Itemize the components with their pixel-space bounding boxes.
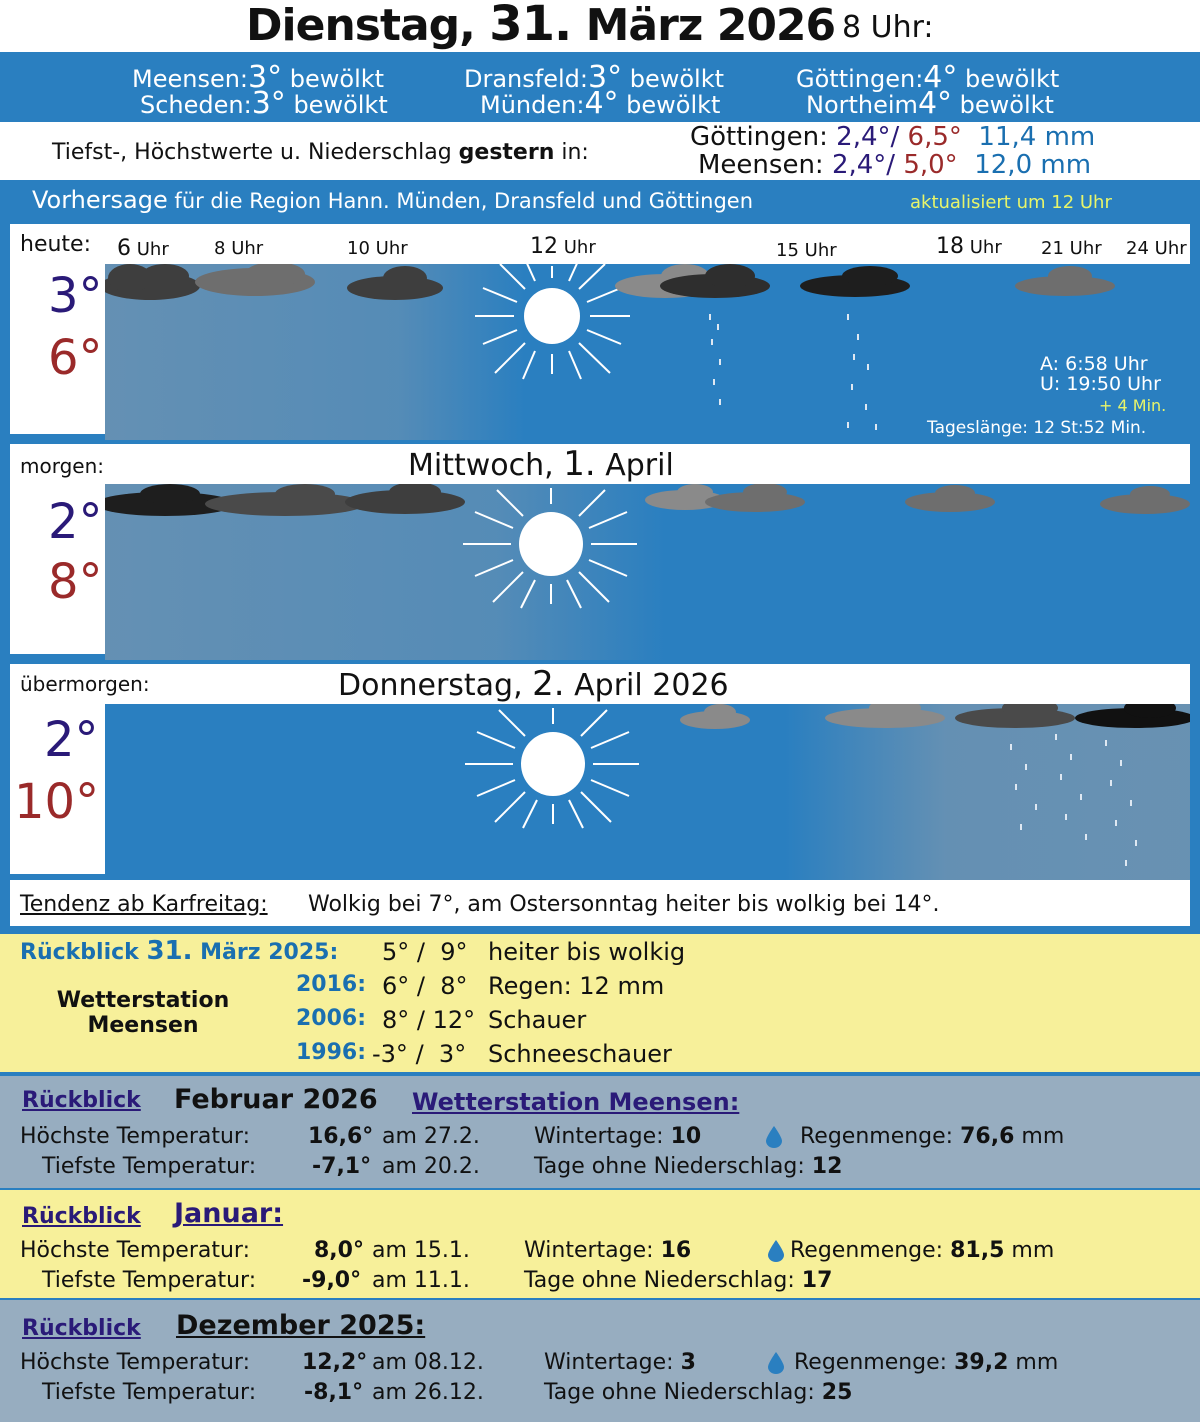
day-label-dayafter: übermorgen: <box>20 672 150 696</box>
history-section <box>0 934 1200 1072</box>
title-hour: 8 Uhr: <box>842 10 934 45</box>
history-year-2006: 2006: <box>296 1006 367 1031</box>
temp-box-today <box>10 264 105 434</box>
history-row-1996: -3° / 3° <box>372 1040 467 1068</box>
dry-days: Tage ohne Niederschlag: 12 <box>534 1154 843 1179</box>
station-name: Wetterstation Meensen <box>56 988 230 1038</box>
forecast-title: Vorhersage für die Region Hann. Münden, Dransfeld und Göttingen <box>32 186 754 214</box>
city-meensen: Meensen:3° bewölkt <box>132 60 385 95</box>
month-january <box>0 1190 1200 1298</box>
min-label: Tiefste Temperatur: <box>42 1268 257 1293</box>
tendency-text: Wolkig bei 7°, am Ostersonntag heiter bis wolkig bei 14°. <box>308 892 940 917</box>
cloud-icon <box>955 704 1075 728</box>
history-row-2016: 6° / 8° <box>382 972 468 1000</box>
city-muenden: Münden:4° bewölkt <box>480 86 721 121</box>
rain-amount: Regenmenge: 76,6 mm <box>800 1124 1065 1149</box>
max-date: am 15.1. <box>372 1238 470 1263</box>
water-drop-icon <box>768 1240 784 1262</box>
yesterday-row-goettingen: Göttingen: 2,4°/ 6,5° 11,4 mm <box>690 122 1096 152</box>
cloud-icon <box>205 484 365 516</box>
rain-amount: Regenmenge: 81,5 mm <box>790 1238 1055 1263</box>
rain-icon <box>709 314 877 430</box>
max-value: 8,0° <box>314 1238 364 1263</box>
day-strip-tomorrow <box>10 444 1190 484</box>
month-title-label: Rückblick <box>22 1088 141 1113</box>
min-value: -9,0° <box>302 1268 362 1293</box>
min-value: -8,1° <box>304 1380 364 1405</box>
temp-min-today: 3° <box>48 268 103 324</box>
history-row-2025: 5° / 9° <box>382 938 468 966</box>
dry-days: Tage ohne Niederschlag: 25 <box>544 1380 853 1405</box>
daylength: Tageslänge: 12 St:52 Min. <box>927 418 1147 438</box>
history-year-2016: 2016: <box>296 972 367 997</box>
title-month-year: März 2026 <box>585 0 836 51</box>
history-text-2006: Schauer <box>488 1006 587 1034</box>
history-text-2025: heiter bis wolkig <box>488 938 686 966</box>
month-title: Januar: <box>174 1198 284 1229</box>
sun-rise: A: 6:58 Uhr <box>1040 353 1148 375</box>
yesterday-label: Tiefst-, Höchstwerte u. Niederschlag gestern in: <box>52 140 589 165</box>
day-label-tomorrow: morgen: <box>20 454 105 478</box>
cloud-icon <box>705 484 805 512</box>
sun-icon <box>465 708 639 828</box>
history-title: Rückblick 31. März 2025: <box>20 936 339 966</box>
sun-delta: + 4 Min. <box>1099 396 1167 415</box>
day-label-today: heute: <box>20 232 91 257</box>
cloud-icon <box>680 704 750 729</box>
cloud-icon <box>1075 704 1190 728</box>
tendency-label: Tendenz ab Karfreitag: <box>20 892 268 917</box>
tendency-box <box>10 880 1190 926</box>
max-date: am 08.12. <box>372 1350 484 1375</box>
day-title-tomorrow: Mittwoch, 1. April <box>408 444 674 484</box>
cloud-icon <box>195 264 315 296</box>
hour-18: 18 Uhr <box>936 234 1002 259</box>
water-drop-icon <box>768 1352 784 1374</box>
winter-days: Wintertage: 3 <box>544 1350 696 1375</box>
min-date: am 11.1. <box>372 1268 470 1293</box>
max-label: Höchste Temperatur: <box>20 1124 250 1149</box>
title-weekday: Dienstag, <box>246 0 475 51</box>
max-label: Höchste Temperatur: <box>20 1238 250 1263</box>
hour-21: 21 Uhr <box>1041 238 1102 259</box>
history-year-1996: 1996: <box>296 1040 367 1065</box>
sun-set: U: 19:50 Uhr <box>1040 373 1161 395</box>
month-december <box>0 1300 1200 1422</box>
temp-max-tomorrow: 8° <box>48 554 103 610</box>
month-title-label: Rückblick <box>22 1204 141 1229</box>
sky-dayafter <box>105 704 1190 880</box>
title-bar <box>0 0 1200 52</box>
cloud-icon <box>1015 266 1115 296</box>
temp-min-tomorrow: 2° <box>48 494 103 550</box>
max-date: am 27.2. <box>382 1124 480 1149</box>
page-title <box>246 0 835 52</box>
hour-12: 12 Uhr <box>530 234 596 259</box>
title-day: 31. <box>489 0 572 52</box>
city-goettingen: Göttingen:4° bewölkt <box>796 60 1060 95</box>
yesterday-row-meensen: Meensen: 2,4°/ 5,0° 12,0 mm <box>698 150 1092 180</box>
hour-15: 15 Uhr <box>776 240 837 261</box>
forecast-header <box>0 180 1200 220</box>
city-dransfeld: Dransfeld:3° bewölkt <box>464 60 725 95</box>
min-value: -7,1° <box>312 1154 372 1179</box>
month-station: Wetterstation Meensen: <box>412 1088 740 1116</box>
temp-max-today: 6° <box>48 330 103 386</box>
history-text-1996: Schneeschauer <box>488 1040 672 1068</box>
sky-today <box>105 264 1190 440</box>
winter-days: Wintertage: 10 <box>534 1124 702 1149</box>
hour-6: 6 Uhr <box>117 236 169 261</box>
cloud-icon <box>345 484 465 514</box>
rain-icon <box>1010 734 1137 866</box>
winter-days: Wintertage: 16 <box>524 1238 692 1263</box>
max-label: Höchste Temperatur: <box>20 1350 250 1375</box>
cloud-icon <box>105 264 200 300</box>
max-value: 12,2° <box>302 1350 368 1375</box>
temp-min-dayafter: 2° <box>44 712 99 768</box>
day-title-dayafter: Donnerstag, 2. April 2026 <box>338 664 729 704</box>
min-label: Tiefste Temperatur: <box>42 1380 257 1405</box>
dry-days: Tage ohne Niederschlag: 17 <box>524 1268 833 1293</box>
city-northeim: Northeim4° bewölkt <box>806 86 1054 121</box>
temp-max-dayafter: 10° <box>14 774 100 830</box>
rain-amount: Regenmenge: 39,2 mm <box>794 1350 1059 1375</box>
current-cities <box>0 52 1200 122</box>
month-title: Februar 2026 <box>174 1084 378 1115</box>
month-title: Dezember 2025: <box>176 1310 426 1341</box>
day-strip-dayafter <box>10 664 1190 704</box>
month-february <box>0 1076 1200 1188</box>
cloud-icon <box>800 266 910 297</box>
cloud-icon <box>825 704 945 728</box>
water-drop-icon <box>766 1126 782 1148</box>
hour-10: 10 Uhr <box>347 238 408 259</box>
temp-box-dayafter <box>10 704 105 874</box>
cloud-icon <box>347 266 443 300</box>
yesterday-box <box>0 122 1200 180</box>
min-date: am 20.2. <box>382 1154 480 1179</box>
sun-icon <box>463 488 637 608</box>
temp-box-tomorrow <box>10 484 105 654</box>
history-text-2016: Regen: 12 mm <box>488 972 665 1000</box>
forecast-updated: aktualisiert um 12 Uhr <box>910 192 1112 213</box>
city-scheden: Scheden:3° bewölkt <box>140 86 388 121</box>
month-title-label: Rückblick <box>22 1316 141 1341</box>
max-value: 16,6° <box>308 1124 374 1149</box>
history-row-2006: 8° / 12° <box>382 1006 476 1034</box>
min-label: Tiefste Temperatur: <box>42 1154 257 1179</box>
hour-strip <box>10 224 1190 264</box>
sky-tomorrow <box>105 484 1190 660</box>
sun-icon <box>475 264 630 379</box>
cloud-icon <box>905 485 995 512</box>
hour-8: 8 Uhr <box>214 238 264 259</box>
min-date: am 26.12. <box>372 1380 484 1405</box>
hour-24: 24 Uhr <box>1126 238 1187 259</box>
cloud-icon <box>1100 486 1190 514</box>
